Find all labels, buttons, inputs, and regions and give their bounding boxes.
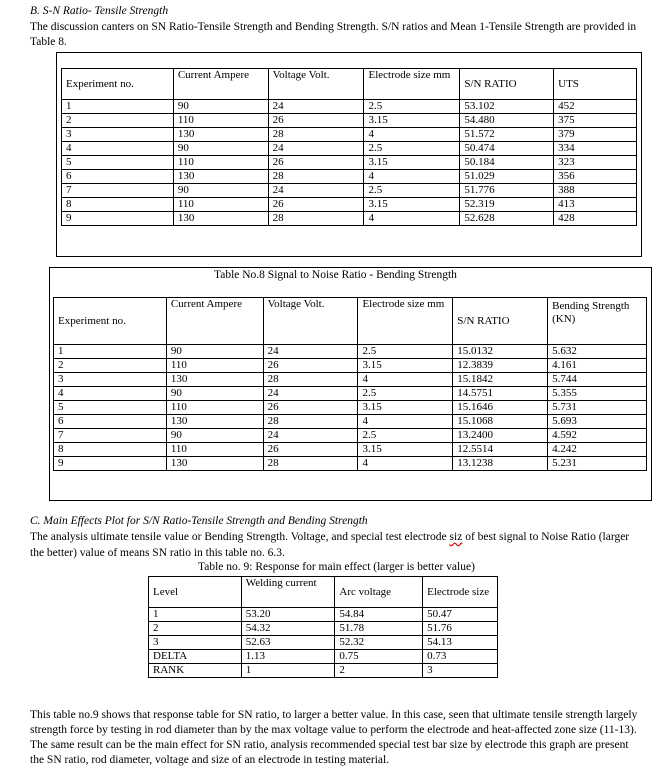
table-cell: 4 [358,373,453,387]
table-cell: 3.15 [364,198,460,212]
response-header-welding-current: Welding current [241,577,335,608]
table-cell: 90 [166,345,263,359]
bending-strength-table [53,297,647,471]
table-cell: 110 [166,443,263,457]
table-cell: 4 [364,170,460,184]
table-cell: 0.75 [335,650,423,664]
table-cell: 12.5514 [453,443,548,457]
table-cell: 13.2400 [453,429,548,443]
table-cell: 28 [268,170,364,184]
bending-header-electrode: Electrode size mm [358,298,453,345]
table-cell: 3.15 [358,401,453,415]
table-cell: 26 [263,359,358,373]
table-row [62,184,637,198]
table-row [54,345,647,359]
section-c-paragraph-line2: the better) value of means SN ratio in this table no. 6.3. [30,547,285,559]
table-row [54,359,647,373]
table-cell: 4.161 [548,359,647,373]
table-cell: 428 [554,212,637,226]
table-cell: 4 [358,457,453,471]
table-cell: 15.1646 [453,401,548,415]
bending-header-strength: Bending Strength (KN) [548,298,647,345]
table-cell: 110 [173,114,268,128]
section-b-paragraph-line1: The discussion canters on SN Ratio-Tensile Strength and Bending Strength. S/N ratios and Mean 1-Tensile Strength are provided in [30,21,637,33]
table-cell: 4 [54,387,167,401]
table-cell: 323 [554,156,637,170]
table-cell: 50.474 [460,142,554,156]
table-cell: 90 [166,429,263,443]
table-cell: 2.5 [364,184,460,198]
misspelled-word: siz [449,531,463,543]
table-cell: 51.76 [423,622,498,636]
table-cell: 8 [62,198,174,212]
response-header-arc-voltage: Arc voltage [335,577,423,608]
table-cell: 53.102 [460,100,554,114]
table-cell: 356 [554,170,637,184]
tensile-strength-table [61,68,637,226]
table-cell: 53.20 [241,608,335,622]
table-cell: 2.5 [364,142,460,156]
table-cell: 334 [554,142,637,156]
table-cell: 52.628 [460,212,554,226]
table-cell: 4.592 [548,429,647,443]
tensile-table-header-row [62,69,637,100]
table-cell: 130 [173,212,268,226]
table-cell: 51.572 [460,128,554,142]
tensile-header-experiment: Experiment no. [62,69,174,100]
closing-paragraph-line2: strength force by testing in rod diameter than by the max voltage value to perform the electrode and heat-affected zone size (11-13). [30,724,637,736]
table-cell: 14.5751 [453,387,548,401]
table-cell: 5.731 [548,401,647,415]
table-cell: 2.5 [358,429,453,443]
table-cell: 24 [263,345,358,359]
table-cell: 1.13 [241,650,335,664]
table-cell: 52.319 [460,198,554,212]
tensile-header-current: Current Ampere [173,69,268,100]
table-cell: 413 [554,198,637,212]
bending-header-voltage: Voltage Volt. [263,298,358,345]
section-c-text-a: The analysis ultimate tensile value or Bending Strength. Voltage, and special test electrode [30,531,450,543]
table-cell: 5.744 [548,373,647,387]
table-cell: 2.5 [358,387,453,401]
section-c-heading: C. Main Effects Plot for S/N Ratio-Tensile Strength and Bending Strength [30,515,368,527]
tensile-header-voltage: Voltage Volt. [268,69,364,100]
table-cell: 51.776 [460,184,554,198]
table-cell: 24 [268,100,364,114]
table-row [54,415,647,429]
bending-header-current: Current Ampere [166,298,263,345]
table-cell: 4 [364,212,460,226]
table-cell: 8 [54,443,167,457]
table-cell: 110 [173,198,268,212]
table-cell: 26 [268,114,364,128]
table-cell: 110 [166,401,263,415]
table-cell: 3.15 [358,443,453,457]
table-row [149,608,498,622]
table-cell: 54.480 [460,114,554,128]
closing-paragraph-line4: the SN ratio, rod diameter, voltage and size of an electrode in testing material. [30,754,390,766]
table-cell: 28 [268,212,364,226]
bending-header-experiment: Experiment no. [54,298,167,345]
section-b-paragraph-line2: Table 8. [30,36,67,48]
table-cell: 9 [54,457,167,471]
table-cell: 3.15 [364,156,460,170]
table-cell: 28 [263,457,358,471]
table-cell: 15.1068 [453,415,548,429]
closing-paragraph-line3: The same result can be the main effect for SN ratio, analysis recommended special test bar size by electrode this graph are present [30,739,629,751]
table-cell: 5.693 [548,415,647,429]
table-cell: DELTA [149,650,242,664]
section-c-text-c: of best signal to Noise Ratio (larger [462,531,630,543]
tensile-header-electrode: Electrode size mm [364,69,460,100]
table-cell: 54.32 [241,622,335,636]
table-cell: 13.1238 [453,457,548,471]
table-cell: 7 [62,184,174,198]
table-cell: 52.63 [241,636,335,650]
table-cell: 28 [263,373,358,387]
table-row [149,622,498,636]
table-cell: 2 [62,114,174,128]
table-cell: 5 [62,156,174,170]
response-header-electrode-size: Electrode size [423,577,498,608]
table-row [54,387,647,401]
bending-header-sn-ratio: S/N RATIO [453,298,548,345]
table-cell: 1 [62,100,174,114]
table-cell: 130 [173,128,268,142]
table-cell: 5.632 [548,345,647,359]
table-cell: 375 [554,114,637,128]
table-cell: 1 [54,345,167,359]
table-cell: 54.13 [423,636,498,650]
table-cell: 2.5 [364,100,460,114]
table-cell: 52.32 [335,636,423,650]
table-cell: 1 [149,608,242,622]
table-cell: 3 [62,128,174,142]
table-row [62,142,637,156]
table-cell: 4 [358,415,453,429]
table-cell: 388 [554,184,637,198]
table-cell: 5.355 [548,387,647,401]
response-header-level: Level [149,577,242,608]
table-row [62,128,637,142]
table-row [54,457,647,471]
table-cell: 54.84 [335,608,423,622]
section-c-paragraph-line1 [30,530,629,545]
table-cell: RANK [149,664,242,678]
section-b-heading: B. S-N Ratio- Tensile Strength [30,5,169,17]
table-cell: 24 [263,429,358,443]
table-cell: 24 [268,142,364,156]
table-cell: 379 [554,128,637,142]
table-cell: 6 [54,415,167,429]
table-cell: 26 [263,401,358,415]
table-cell: 51.78 [335,622,423,636]
table-cell: 110 [166,359,263,373]
table-cell: 50.184 [460,156,554,170]
table-row [54,443,647,457]
table-row [62,212,637,226]
table-cell: 0.73 [423,650,498,664]
table-cell: 2.5 [358,345,453,359]
table-row [62,100,637,114]
table-cell: 6 [62,170,174,184]
table-cell: 90 [173,142,268,156]
table-cell: 15.0132 [453,345,548,359]
table-cell: 26 [263,443,358,457]
table-cell: 2 [54,359,167,373]
table-cell: 130 [166,373,263,387]
tensile-header-uts: UTS [554,69,637,100]
table-row [54,373,647,387]
table-cell: 110 [173,156,268,170]
table-cell: 50.47 [423,608,498,622]
table-cell: 90 [173,100,268,114]
table-cell: 12.3839 [453,359,548,373]
table-cell: 28 [263,415,358,429]
table-row [149,636,498,650]
table-cell: 28 [268,128,364,142]
table-cell: 3 [149,636,242,650]
table-row [62,114,637,128]
table-cell: 452 [554,100,637,114]
table-cell: 4.242 [548,443,647,457]
response-table-header-row [149,577,498,608]
closing-paragraph-line1: This table no.9 shows that response table for SN ratio, to larger a better value. In this case, seen that ultimate tensile strength largely [30,709,638,721]
table-cell: 5 [54,401,167,415]
table-cell: 130 [173,170,268,184]
table-cell: 2 [335,664,423,678]
table-cell: 24 [263,387,358,401]
table-cell: 4 [62,142,174,156]
table-cell: 7 [54,429,167,443]
tensile-header-sn-ratio: S/N RATIO [460,69,554,100]
table-cell: 15.1842 [453,373,548,387]
table-row [149,650,498,664]
table-cell: 3 [54,373,167,387]
response-table-caption: Table no. 9: Response for main effect (larger is better value) [198,561,475,573]
bending-table-caption: Table No.8 Signal to Noise Ratio - Bending Strength [214,269,457,281]
table-row [62,170,637,184]
table-cell: 90 [173,184,268,198]
table-cell: 1 [241,664,335,678]
response-main-effect-table [148,576,498,678]
table-cell: 9 [62,212,174,226]
table-cell: 3.15 [358,359,453,373]
table-row [54,429,647,443]
table-row [54,401,647,415]
table-row [62,156,637,170]
table-cell: 26 [268,156,364,170]
table-row [62,198,637,212]
table-cell: 130 [166,415,263,429]
table-cell: 2 [149,622,242,636]
table-cell: 3 [423,664,498,678]
table-cell: 3.15 [364,114,460,128]
table-cell: 130 [166,457,263,471]
table-cell: 90 [166,387,263,401]
table-cell: 26 [268,198,364,212]
bending-table-header-row [54,298,647,345]
table-cell: 5.231 [548,457,647,471]
table-row [149,664,498,678]
table-cell: 4 [364,128,460,142]
table-cell: 24 [268,184,364,198]
table-cell: 51.029 [460,170,554,184]
